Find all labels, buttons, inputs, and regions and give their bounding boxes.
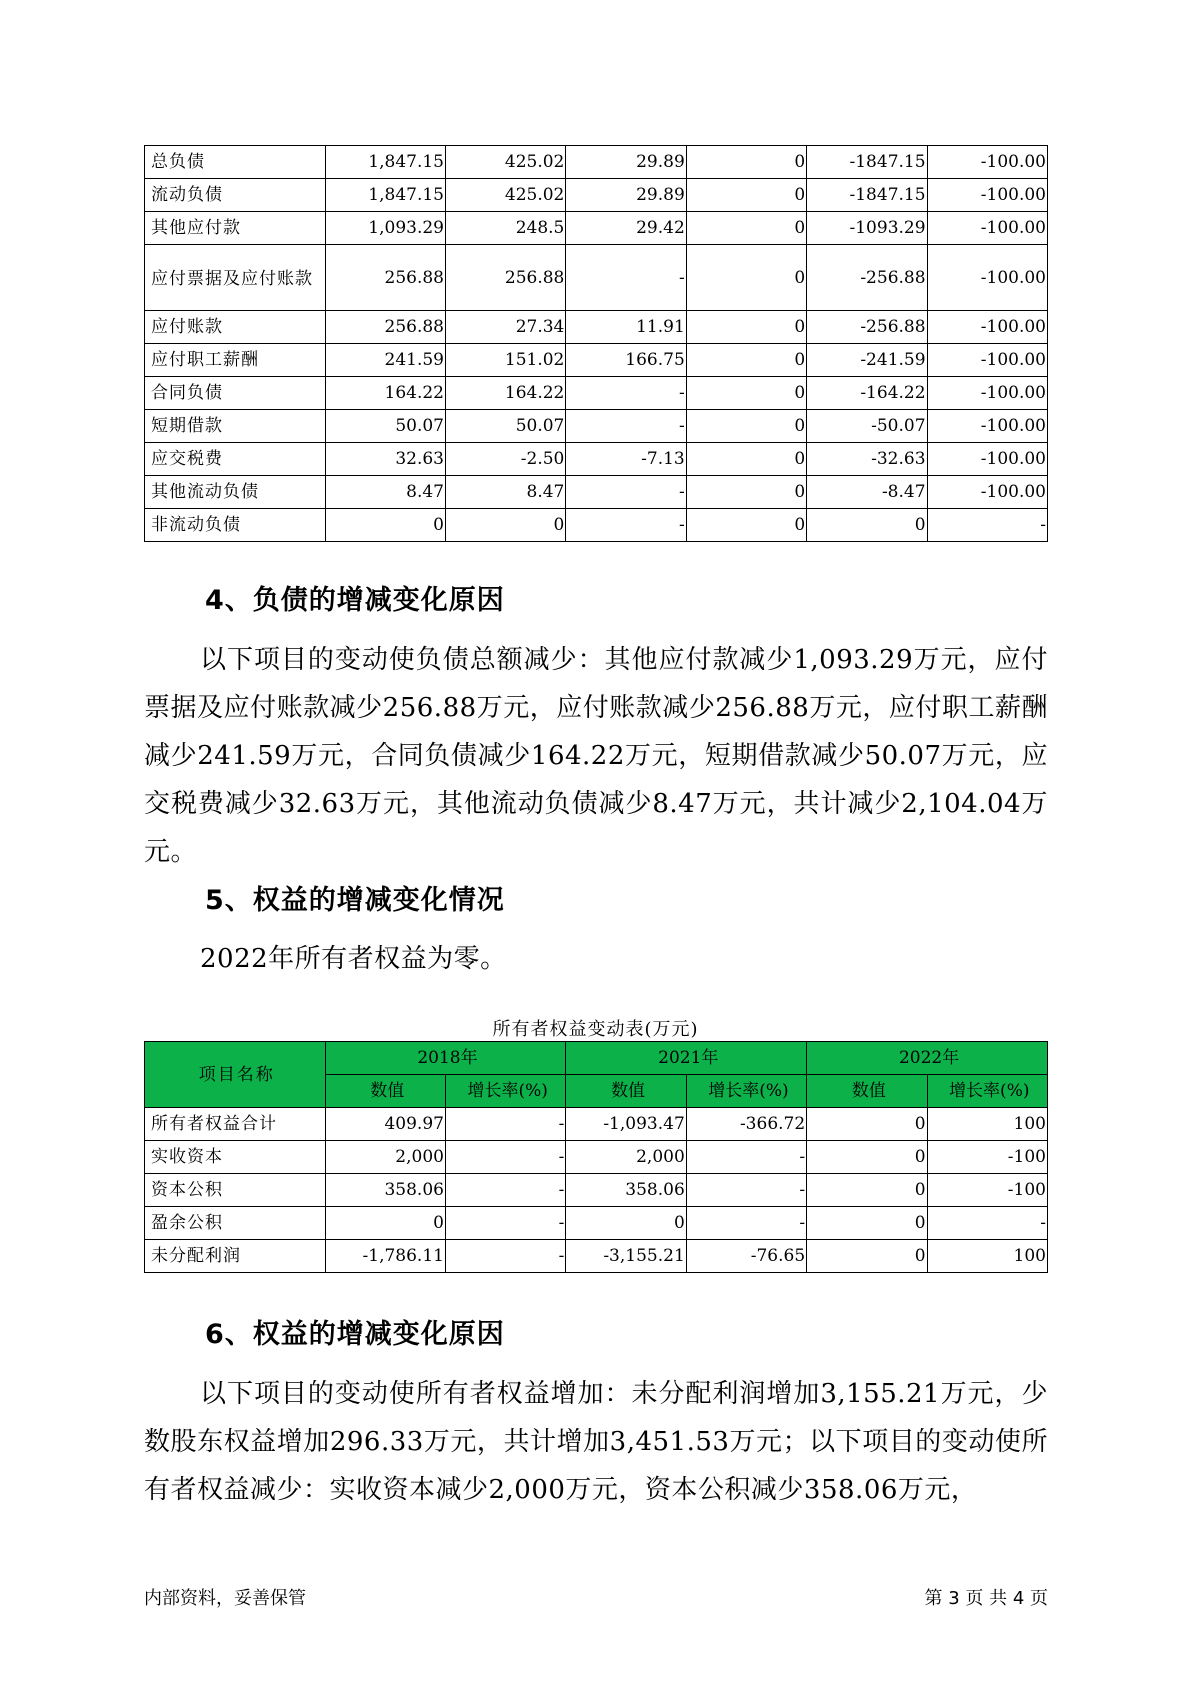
equity-table [144,1041,1048,1273]
table-cell: 0 [807,1141,927,1174]
table-cell: 32.63 [325,443,445,476]
table-cell: - [566,476,686,509]
table-cell: 1,093.29 [325,212,445,245]
table-cell: 0 [445,509,565,542]
table-cell: 100 [927,1108,1047,1141]
table-cell: - [927,509,1047,542]
table-cell: -1093.29 [807,212,927,245]
table-cell: -1,093.47 [566,1108,686,1141]
equity-table-caption: 所有者权益变动表(万元) [492,1019,699,1040]
table-cell: 358.06 [566,1174,686,1207]
row-label: 应交税费 [145,443,326,476]
row-label: 非流动负债 [145,509,326,542]
table-cell: 0 [686,443,806,476]
table-cell: 248.5 [445,212,565,245]
row-label: 未分配利润 [145,1240,326,1273]
table-cell: 0 [807,1174,927,1207]
table-cell: -1,786.11 [325,1240,445,1273]
table-cell: -76.65 [686,1240,806,1273]
table-cell: 8.47 [325,476,445,509]
table-cell: 50.07 [445,410,565,443]
header-rate: 增长率(%) [927,1075,1047,1108]
table-cell: - [686,1207,806,1240]
row-label: 应付账款 [145,311,326,344]
table-cell: -100.00 [927,443,1047,476]
table-row [145,509,1048,542]
table-cell: 425.02 [445,146,565,179]
table-cell: 0 [686,476,806,509]
table-row [145,245,1048,311]
header-year-2018: 2018年 [325,1042,566,1075]
table-row [145,410,1048,443]
table-cell: -2.50 [445,443,565,476]
row-label: 合同负债 [145,377,326,410]
row-label: 所有者权益合计 [145,1108,326,1141]
table-cell: -32.63 [807,443,927,476]
table-cell: -256.88 [807,245,927,311]
table-cell: 164.22 [445,377,565,410]
table-cell: - [566,509,686,542]
table-row [145,344,1048,377]
table-cell: - [445,1207,565,1240]
header-rate: 增长率(%) [686,1075,806,1108]
row-label: 资本公积 [145,1174,326,1207]
table-cell: -164.22 [807,377,927,410]
table-cell: 0 [686,377,806,410]
table-cell: 2,000 [325,1141,445,1174]
table-row [145,377,1048,410]
table-cell: -3,155.21 [566,1240,686,1273]
table-cell: -8.47 [807,476,927,509]
table-cell: 0 [325,509,445,542]
table-cell: 0 [807,1108,927,1141]
table-cell: - [566,377,686,410]
table-cell: 256.88 [445,245,565,311]
table-cell: 0 [686,179,806,212]
table-cell: 8.47 [445,476,565,509]
row-label: 其他流动负债 [145,476,326,509]
equity-reason-paragraph: 以下项目的变动使所有者权益增加：未分配利润增加3,155.21万元，少数股东权益增加296.33万元，共计增加3,451.53万元；以下项目的变动使所有者权益减少：实收资本减少2,000万元，资本公积减少358.06万元， [144,1379,1048,1505]
table-cell: 1,847.15 [325,179,445,212]
table-cell: -100.00 [927,179,1047,212]
table-cell: -100.00 [927,410,1047,443]
table-cell: 409.97 [325,1108,445,1141]
table-cell: 29.89 [566,179,686,212]
table-cell: -7.13 [566,443,686,476]
table-cell: 0 [807,1207,927,1240]
table-cell: -100 [927,1174,1047,1207]
footer-page-number: 第 3 页 共 4 页 [924,1588,1048,1609]
table-cell: 0 [686,146,806,179]
row-label: 总负债 [145,146,326,179]
table-row [145,146,1048,179]
table-cell: 29.42 [566,212,686,245]
table-cell: -100.00 [927,476,1047,509]
table-cell: 0 [807,1240,927,1273]
table-cell: 0 [686,245,806,311]
table-cell: -366.72 [686,1108,806,1141]
table-cell: - [445,1240,565,1273]
table-cell: 2,000 [566,1141,686,1174]
row-label: 流动负债 [145,179,326,212]
table-cell: 164.22 [325,377,445,410]
table-cell: 0 [686,509,806,542]
table-cell: -1847.15 [807,179,927,212]
table-cell: 358.06 [325,1174,445,1207]
header-value: 数值 [807,1075,927,1108]
row-label: 实收资本 [145,1141,326,1174]
table-row [145,1108,1048,1141]
section-heading-equity-change: 5、权益的增减变化情况 [205,885,505,916]
table-cell: 100 [927,1240,1047,1273]
table-row [145,212,1048,245]
table-row [145,1240,1048,1273]
header-value: 数值 [325,1075,445,1108]
table-cell: -100.00 [927,245,1047,311]
section-heading-liability-reason: 4、负债的增减变化原因 [205,585,505,616]
table-cell: - [686,1141,806,1174]
table-cell: -1847.15 [807,146,927,179]
table-cell: -241.59 [807,344,927,377]
table-cell: 0 [686,344,806,377]
table-row [145,476,1048,509]
equity-change-paragraph: 2022年所有者权益为零。 [200,944,507,974]
table-cell: 256.88 [325,311,445,344]
liability-reason-paragraph: 以下项目的变动使负债总额减少：其他应付款减少1,093.29万元，应付票据及应付账款减少256.88万元，应付账款减少256.88万元，应付职工薪酬减少241.59万元，合同负债减少164.22万元，短期借款减少50.07万元，应交税费减少32.63万元，其他流动负债减少8.47万元，共计减少2,104.04万元。 [144,645,1048,867]
table-row [145,1141,1048,1174]
row-label: 短期借款 [145,410,326,443]
table-cell: - [566,245,686,311]
table-cell: 11.91 [566,311,686,344]
table-cell: 0 [325,1207,445,1240]
table-cell: 0 [686,311,806,344]
table-cell: -100.00 [927,146,1047,179]
table-row [145,311,1048,344]
table-cell: 241.59 [325,344,445,377]
table-cell: -100.00 [927,212,1047,245]
table-cell: 151.02 [445,344,565,377]
table-cell: 425.02 [445,179,565,212]
table-row [145,443,1048,476]
header-rate: 增长率(%) [445,1075,565,1108]
section-heading-equity-reason: 6、权益的增减变化原因 [205,1319,505,1350]
footer-confidential-note: 内部资料，妥善保管 [144,1588,306,1609]
table-cell: 0 [807,509,927,542]
table-cell: 29.89 [566,146,686,179]
table-cell: 166.75 [566,344,686,377]
table-cell: -256.88 [807,311,927,344]
liability-table [144,145,1048,542]
table-cell: 27.34 [445,311,565,344]
row-label: 其他应付款 [145,212,326,245]
table-cell: 1,847.15 [325,146,445,179]
table-row [145,179,1048,212]
table-cell: - [445,1108,565,1141]
table-cell: -50.07 [807,410,927,443]
table-cell: 256.88 [325,245,445,311]
header-item-name: 项目名称 [145,1042,326,1108]
table-cell: - [686,1174,806,1207]
table-row [145,1174,1048,1207]
table-cell: - [445,1174,565,1207]
table-cell: -100.00 [927,344,1047,377]
table-cell: 0 [566,1207,686,1240]
table-row [145,1207,1048,1240]
header-year-2021: 2021年 [566,1042,807,1075]
table-cell: -100.00 [927,377,1047,410]
table-cell: 50.07 [325,410,445,443]
header-year-2022: 2022年 [807,1042,1048,1075]
row-label: 盈余公积 [145,1207,326,1240]
row-label: 应付职工薪酬 [145,344,326,377]
table-cell: 0 [686,410,806,443]
table-cell: -100.00 [927,311,1047,344]
table-cell: - [566,410,686,443]
header-value: 数值 [566,1075,686,1108]
table-cell: -100 [927,1141,1047,1174]
table-cell: - [927,1207,1047,1240]
table-cell: - [445,1141,565,1174]
table-cell: 0 [686,212,806,245]
row-label: 应付票据及应付账款 [145,245,326,311]
